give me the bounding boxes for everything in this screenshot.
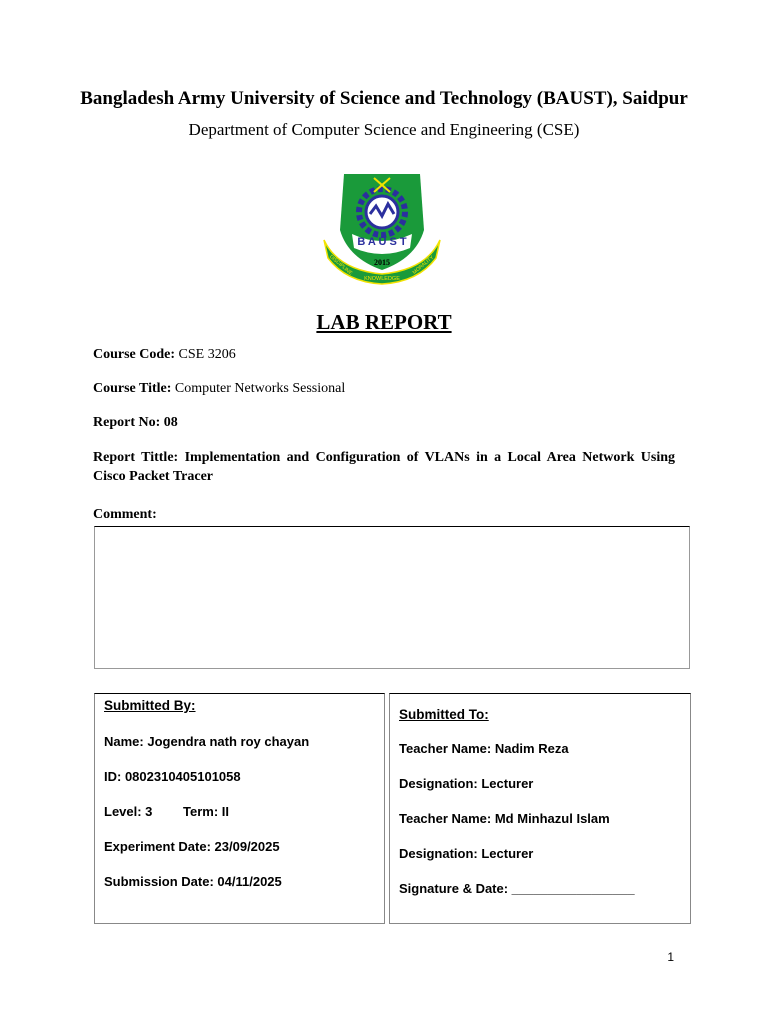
course-code-value: CSE 3206 <box>178 347 236 362</box>
course-title-value: Computer Networks Sessional <box>174 381 346 396</box>
teacher-name-2: Teacher Name: Md Minhazul Islam <box>399 811 610 826</box>
logo-motto-center: KNOWLEDGE <box>364 276 400 282</box>
teacher-name-1: Teacher Name: Nadim Reza <box>399 741 569 756</box>
experiment-date: Experiment Date: 23/09/2025 <box>104 839 280 854</box>
course-code-label: Course Code: <box>93 347 176 362</box>
department-name: Department of Computer Science and Engineering (CSE) <box>188 120 580 139</box>
submission-date: Submission Date: 04/11/2025 <box>104 874 282 889</box>
comment-label: Comment: <box>93 507 157 522</box>
university-name: Bangladesh Army University of Science and Technology (BAUST), Saidpur <box>80 88 688 109</box>
signature-date: Signature & Date: _________________ <box>399 881 635 896</box>
page-number: 1 <box>667 950 674 964</box>
lab-report-title: LAB REPORT <box>316 310 452 334</box>
designation-2: Designation: Lecturer <box>399 846 534 861</box>
logo-year: 2015 <box>374 258 390 267</box>
report-number: Report No: 08 <box>93 415 178 430</box>
report-title: Report Tittle: Implementation and Configuration of VLANs in a Local Area Network Using Cisco Packet Tracer <box>93 450 675 484</box>
logo-motto-right: MORALITY <box>411 254 436 276</box>
comment-box[interactable] <box>94 526 690 669</box>
student-term: Term: II <box>183 804 229 819</box>
logo-main-text: B A U S T <box>357 236 407 248</box>
logo-motto-left: DISCIPLINE <box>328 254 354 277</box>
course-title-field <box>93 381 345 397</box>
student-id: ID: 0802310405101058 <box>104 769 241 784</box>
student-level: Level: 3 <box>104 804 153 819</box>
designation-1: Designation: Lecturer <box>399 776 534 791</box>
submitted-to-box <box>389 693 691 924</box>
submitted-by-box <box>94 693 385 924</box>
submitted-by-heading: Submitted By: <box>104 698 196 713</box>
submitted-to-heading: Submitted To: <box>399 707 489 722</box>
course-code-field <box>93 347 236 363</box>
course-title-label: Course Title: <box>93 381 172 396</box>
student-name: Name: Jogendra nath roy chayan <box>104 734 310 749</box>
baust-crest-icon <box>318 170 446 286</box>
